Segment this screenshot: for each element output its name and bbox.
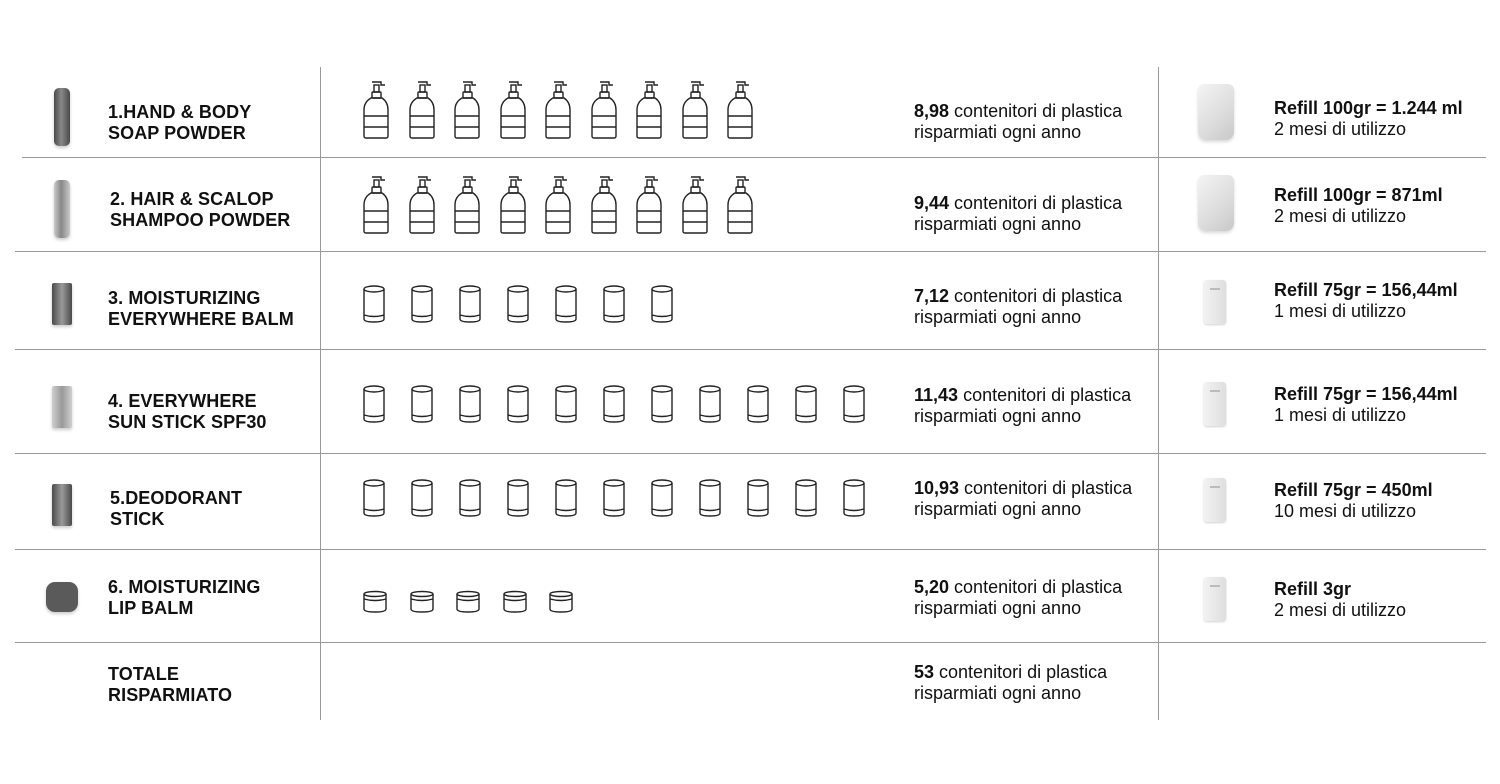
product-name: [110, 189, 290, 231]
refill-package-image: [1198, 84, 1234, 140]
container-icons: [362, 384, 890, 424]
saved-line2: risparmiati ogni anno: [914, 598, 1082, 618]
saved-label: contenitori di plastica: [949, 193, 1123, 213]
pump-bottle-icon: [544, 80, 572, 140]
refill-usage: 10 mesi di utilizzo: [1274, 501, 1417, 521]
saved-number: 7,12: [914, 286, 950, 306]
jar-icon: [362, 478, 386, 518]
saved-line1: [914, 101, 1122, 121]
refill-title: Refill 100gr = 1.244 ml: [1274, 98, 1463, 118]
container-icons: [362, 590, 595, 614]
pump-bottle-icon: [362, 175, 390, 235]
refill-info: [1274, 384, 1458, 426]
tin-icon: [502, 590, 528, 614]
refill-usage: 1 mesi di utilizzo: [1274, 405, 1407, 425]
jar-icon: [650, 384, 674, 424]
refill-title: Refill 100gr = 871ml: [1274, 185, 1443, 205]
saved-line2: risparmiati ogni anno: [914, 122, 1082, 142]
refill-usage: 2 mesi di utilizzo: [1274, 600, 1407, 620]
product-image: [52, 386, 72, 428]
product-name: [108, 391, 267, 433]
saved-line1: [914, 385, 1131, 405]
saved-line2: risparmiati ogni anno: [914, 214, 1082, 234]
saved-line1: [914, 478, 1132, 498]
refill-info: [1274, 98, 1463, 140]
product-image: [52, 283, 72, 325]
jar-icon: [506, 384, 530, 424]
saved-number: 5,20: [914, 577, 950, 597]
product-name-line: 2. HAIR & SCALOP: [110, 189, 274, 209]
container-icons: [362, 478, 890, 518]
pump-bottle-icon: [681, 175, 709, 235]
row-divider: [15, 251, 1486, 252]
pump-bottle-icon: [590, 80, 618, 140]
product-name: [108, 288, 294, 330]
pump-bottle-icon: [408, 80, 436, 140]
saved-label: contenitori di plastica: [958, 385, 1132, 405]
saved-number: 11,43: [914, 385, 959, 405]
jar-icon: [650, 478, 674, 518]
jar-icon: [794, 478, 818, 518]
product-name-line: 6. MOISTURIZING: [108, 577, 261, 597]
refill-title: Refill 75gr = 156,44ml: [1274, 280, 1458, 300]
row-divider: [15, 453, 1486, 454]
saved-line2: risparmiati ogni anno: [914, 307, 1082, 327]
pump-bottle-icon: [681, 80, 709, 140]
jar-icon: [362, 384, 386, 424]
total-saved-number: 53: [914, 662, 935, 682]
jar-icon: [698, 384, 722, 424]
refill-info: [1274, 185, 1443, 227]
pump-bottle-icon: [635, 175, 663, 235]
saved-line1: [914, 286, 1122, 306]
product-name-line: 5.DEODORANT: [110, 488, 243, 508]
product-name-line: SHAMPOO POWDER: [110, 210, 291, 230]
pump-bottle-icon: [408, 175, 436, 235]
total-label: [108, 664, 232, 706]
saved-containers-text: [914, 478, 1132, 520]
saved-label: contenitori di plastica: [949, 286, 1123, 306]
product-name-line: 1.HAND & BODY: [108, 102, 252, 122]
jar-icon: [602, 478, 626, 518]
refill-title: Refill 75gr = 156,44ml: [1274, 384, 1458, 404]
container-icons: [362, 284, 698, 324]
jar-icon: [362, 284, 386, 324]
refill-package-image: [1204, 478, 1226, 522]
jar-icon: [554, 478, 578, 518]
row-divider: [15, 349, 1486, 350]
saved-label: contenitori di plastica: [959, 478, 1133, 498]
column-divider-left: [320, 67, 321, 720]
refill-usage: 2 mesi di utilizzo: [1274, 119, 1407, 139]
pump-bottle-icon: [590, 175, 618, 235]
refill-package-image: [1204, 382, 1226, 426]
jar-icon: [602, 284, 626, 324]
total-label-line1: TOTALE: [108, 664, 179, 684]
tin-icon: [362, 590, 388, 614]
tin-icon: [455, 590, 481, 614]
row-divider: [15, 549, 1486, 550]
saved-line1: [914, 193, 1122, 213]
tin-icon: [548, 590, 574, 614]
product-name-line: STICK: [110, 509, 165, 529]
refill-package-image: [1204, 280, 1226, 324]
total-saved-text: [914, 662, 1107, 704]
product-name-line: 3. MOISTURIZING: [108, 288, 261, 308]
saved-line2: risparmiati ogni anno: [914, 499, 1082, 519]
saved-label: contenitori di plastica: [949, 101, 1123, 121]
saved-containers-text: [914, 193, 1122, 235]
jar-icon: [650, 284, 674, 324]
product-image: [54, 180, 70, 238]
saved-containers-text: [914, 286, 1122, 328]
saved-line2: risparmiati ogni anno: [914, 406, 1082, 426]
jar-icon: [842, 478, 866, 518]
container-icons: [362, 175, 772, 235]
total-label-line2: RISPARMIATO: [108, 685, 233, 705]
jar-icon: [506, 284, 530, 324]
saved-number: 9,44: [914, 193, 950, 213]
saved-containers-text: [914, 101, 1122, 143]
refill-package-image: [1198, 175, 1234, 231]
pump-bottle-icon: [499, 80, 527, 140]
jar-icon: [410, 284, 434, 324]
refill-usage: 1 mesi di utilizzo: [1274, 301, 1407, 321]
pump-bottle-icon: [726, 80, 754, 140]
jar-icon: [746, 478, 770, 518]
jar-icon: [794, 384, 818, 424]
jar-icon: [410, 478, 434, 518]
jar-icon: [506, 478, 530, 518]
jar-icon: [554, 384, 578, 424]
jar-icon: [554, 284, 578, 324]
jar-icon: [458, 384, 482, 424]
product-name: [110, 488, 242, 530]
product-image: [46, 582, 78, 612]
jar-icon: [458, 478, 482, 518]
jar-icon: [410, 384, 434, 424]
total-saved-line2: risparmiati ogni anno: [914, 683, 1082, 703]
column-divider-right: [1158, 67, 1159, 720]
jar-icon: [746, 384, 770, 424]
pump-bottle-icon: [453, 80, 481, 140]
jar-icon: [698, 478, 722, 518]
pump-bottle-icon: [726, 175, 754, 235]
product-name-line: SOAP POWDER: [108, 123, 246, 143]
saved-number: 10,93: [914, 478, 960, 498]
refill-title: Refill 75gr = 450ml: [1274, 480, 1433, 500]
product-image: [54, 88, 70, 146]
saved-number: 8,98: [914, 101, 950, 121]
product-name-line: EVERYWHERE BALM: [108, 309, 294, 329]
refill-info: [1274, 280, 1458, 322]
refill-title: Refill 3gr: [1274, 579, 1352, 599]
pump-bottle-icon: [544, 175, 572, 235]
total-saved-line1: 53 contenitori di plastica: [914, 662, 1108, 682]
jar-icon: [458, 284, 482, 324]
product-name-line: LIP BALM: [108, 598, 194, 618]
saved-containers-text: [914, 577, 1122, 619]
product-name: [108, 577, 261, 619]
jar-icon: [602, 384, 626, 424]
refill-usage: 2 mesi di utilizzo: [1274, 206, 1407, 226]
product-name-line: SUN STICK SPF30: [108, 412, 267, 432]
pump-bottle-icon: [362, 80, 390, 140]
pump-bottle-icon: [635, 80, 663, 140]
product-name: [108, 102, 251, 144]
product-image: [52, 484, 72, 526]
tin-icon: [409, 590, 435, 614]
pump-bottle-icon: [453, 175, 481, 235]
jar-icon: [842, 384, 866, 424]
saved-label: contenitori di plastica: [949, 577, 1123, 597]
row-divider: [15, 642, 1486, 643]
container-icons: [362, 80, 772, 140]
saved-containers-text: [914, 385, 1131, 427]
row-divider: [22, 157, 1486, 158]
product-name-line: 4. EVERYWHERE: [108, 391, 257, 411]
refill-info: [1274, 480, 1433, 522]
refill-package-image: [1204, 577, 1226, 621]
pump-bottle-icon: [499, 175, 527, 235]
refill-info: [1274, 579, 1406, 621]
saved-line1: [914, 577, 1122, 597]
